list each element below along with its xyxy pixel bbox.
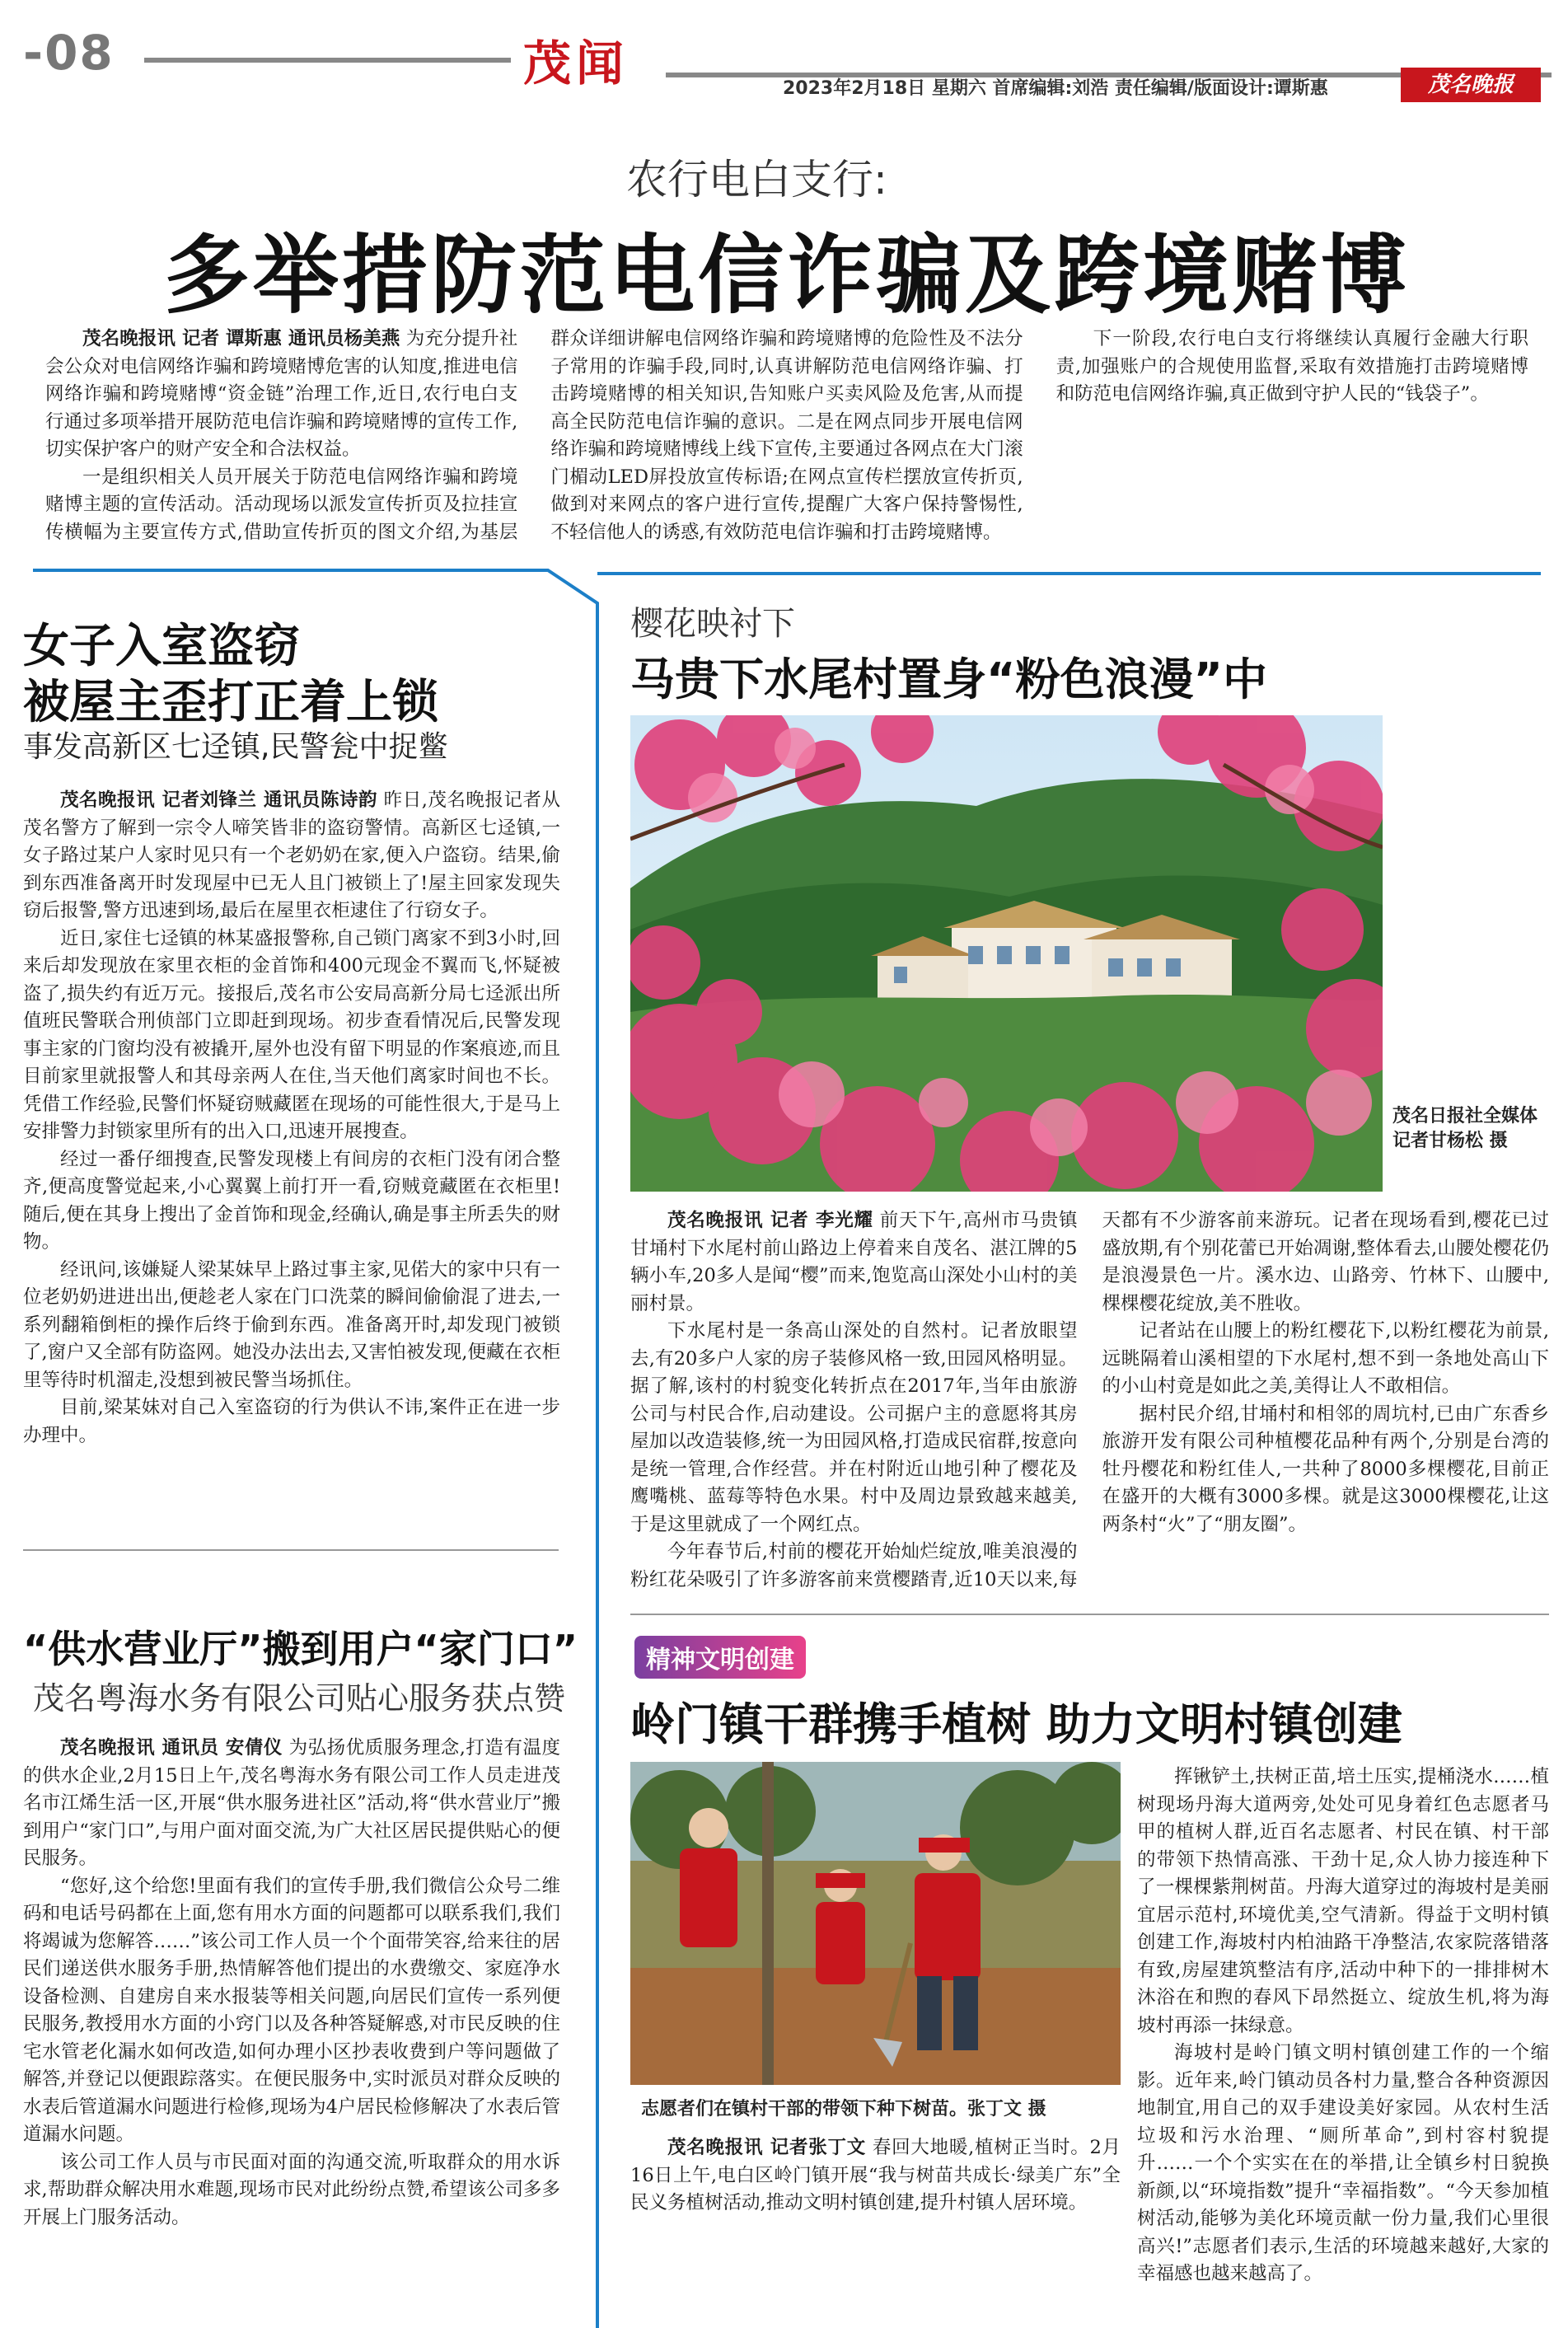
sakura-photo bbox=[630, 715, 1383, 1192]
water-headline: “供水营业厅”搬到用户“家门口” bbox=[23, 1627, 578, 1671]
lead-byline: 茂名晚报讯 记者 谭斯惠 通讯员杨美燕 bbox=[82, 328, 400, 349]
page-number: -08 bbox=[23, 25, 115, 81]
lead-headline: 多举措防范电信诈骗及跨境赌博 bbox=[163, 225, 1410, 326]
sakura-photo-credit: 茂名日报社全媒体记者甘杨松 摄 bbox=[1392, 1106, 1538, 1151]
tree-column-tag: 精神文明创建 bbox=[634, 1636, 806, 1679]
sakura-paragraph: 今年春节后,村前的樱花开始灿烂绽放,唯美浪漫的粉红花朵吸引了许多游客前来赏樱踏青,近10天以来,每天都有不少游客前来游玩。记者在现场看到,樱花已过盛放期,有个别花蕾已开始凋谢,整体看去,山腰处樱花仍是浪漫景色一片。溪水边、山路旁、竹林下、山腰中,棵棵樱花绽放,美不胜收。 bbox=[630, 1210, 1549, 1590]
tree-byline: 茂名晚报讯 记者张丁文 bbox=[667, 2137, 866, 2158]
theft-body bbox=[23, 787, 560, 1529]
sakura-headline: 马贵下水尾村置身“粉色浪漫”中 bbox=[630, 653, 1267, 705]
water-subhead: 茂名粤海水务有限公司贴心服务获点赞 bbox=[33, 1680, 566, 1717]
lead-kicker: 农行电白支行: bbox=[626, 156, 887, 204]
sakura-byline: 茂名晚报讯 记者 李光耀 bbox=[667, 1210, 873, 1231]
water-paragraph: “您好,这个给您!里面有我们的宣传手册,我们微信公众号二维码和电话号码都在上面,您有用水方面的问题都可以联系我们,我们将竭诚为您解答……”该公司工作人员一个个面带笑容,给来往的居民们递送供水服务手册,热情解答他们提出的水费缴交、家庭净水设备检测、自建房自来水报装等相关问题,向居民们宣传一系列便民服务,教授用水方面的小窍门以及各种答疑解惑,对市民反映的住宅水管老化漏水如何改造,如何办理小区抄表收费到户等问题做了解答,并登记以便跟踪落实。在便民服务中,实时派员对群众反映的水表后管道漏水问题进行检修,现场为4户居民检修解决了水表后管道漏水问题。 bbox=[23, 1875, 560, 2145]
sakura-paragraph: 据村民介绍,甘埇村和相邻的周坑村,已由广东香乡旅游开发有限公司种植樱花品种有两个,分别是台湾的牡丹樱花和粉红佳人,一共种了8000多棵樱花,目前正在盛开的大概有3000多棵。就是这3000棵樱花,让这两条村“火”了“朋友圈”。 bbox=[1102, 1403, 1549, 1535]
lead-paragraph: 为充分提升社会公众对电信网络诈骗和跨境赌博危害的认知度,推进电信网络诈骗和跨境赌博“资金链”治理工作,近日,农行电白支行通过多项举措开展防范电信诈骗和跨境赌博的宣传工作,切实保护客户的财产安全和合法权益。 bbox=[45, 328, 518, 460]
sakura-body bbox=[630, 1207, 1549, 1595]
tree-paragraph: 海坡村是岭门镇文明村镇创建工作的一个缩影。近年来,岭门镇动员各村力量,整合各种资源因地制宜,用自己的双手建设美好家园。从农村生活垃圾和污水治理、“厕所革命”,到村容村貌提升……一个个实实在在的举措,让全镇乡村日貌换新颜,以“环境指数”提升“幸福指数”。“今天参加植树活动,能够为美化环境贡献一份力量,我们心里很高兴!”志愿者们表示,生活的环境越来越好,大家的幸福感也越来越高了。 bbox=[1137, 2042, 1549, 2284]
water-body bbox=[23, 1735, 560, 2312]
sakura-paragraph: 下水尾村是一条高山深处的自然村。记者放眼望去,有20多户人家的房子装修风格一致,田园风格明显。据了解,该村的村貌变化转折点在2017年,当年由旅游公司与村民合作,启动建设。公司据户主的意愿将其房屋加以改造装修,统一为田园风格,打造成民宿群,按意向是统一管理,合作经营。并在村附近山地引种了樱花及鹰嘴桃、蓝莓等特色水果。村中及周边景致越来越美,于是这里就成了一个网红点。 bbox=[630, 1320, 1078, 1535]
tree-paragraph: 挥锹铲土,扶树正苗,培土压实,提桶浇水……植树现场丹海大道两旁,处处可见身着红色志愿者马甲的植树人群,近百名志愿者、村民在镇、村干部的带领下热情高涨、干劲十足,众人协力接连种下了一棵棵紫荆树苗。丹海大道穿过的海坡村是美丽宜居示范村,环境优美,空气清新。得益于文明村镇创建工作,海坡村内柏油路干净整洁,农家院落错落有致,房屋建筑整洁有序,活动中种下的一排排树木沐浴在和煦的春风下昂然挺立、绽放生机,将为海坡村再添一抹绿意。 bbox=[1137, 1766, 1549, 2036]
theft-paragraph: 目前,梁某妹对自己入室盗窃的行为供认不讳,案件正在进一步办理中。 bbox=[23, 1397, 560, 1446]
sakura-paragraph: 前天下午,高州市马贵镇甘埇村下水尾村前山路边上停着来自茂名、湛江牌的5辆小车,20多人是闻“樱”而来,饱览高山深处小山村的美丽村景。 bbox=[630, 1210, 1078, 1314]
tree-photo-caption: 志愿者们在镇村干部的带领下种下树苗。张丁文 摄 bbox=[641, 2099, 1046, 2120]
theft-headline-line1: 女子入室盗窃 bbox=[23, 620, 300, 673]
theft-paragraph: 经过一番仔细搜查,民警发现楼上有间房的衣柜门没有闭合整齐,便高度警觉起来,小心翼翼上前打开一看,窃贼竟藏匿在衣柜里!随后,便在其身上搜出了金首饰和现金,经确认,确是事主所丢失的财物。 bbox=[23, 1148, 560, 1253]
sakura-photo-art bbox=[630, 715, 1383, 1192]
theft-subhead: 事发高新区七迳镇,民警瓮中捉鳖 bbox=[23, 730, 448, 764]
theft-byline: 茂名晚报讯 记者刘锋兰 通讯员陈诗韵 bbox=[60, 789, 377, 811]
sakura-paragraph: 记者站在山腰上的粉红樱花下,以粉红樱花为前景,远眺隔着山溪相望的下水尾村,想不到一条地处高山下的小山村竟是如此之美,美得让人不敢相信。 bbox=[1102, 1320, 1549, 1397]
tree-paragraph: 春回大地暖,植树正当时。2月16日上午,电白区岭门镇开展“我与树苗共成长·绿美广东”全民义务植树活动,推动文明村镇创建,提升村镇人居环境。 bbox=[630, 2137, 1121, 2213]
paper-logo: 茂名晚报 bbox=[1401, 68, 1541, 102]
issue-info: 2023年2月18日 星期六 首席编辑:刘浩 责任编辑/版面设计:谭斯惠 bbox=[783, 78, 1328, 99]
tree-photo bbox=[630, 1762, 1121, 2085]
water-paragraph: 该公司工作人员与市民面对面的沟通交流,听取群众的用水诉求,帮助群众解决用水难题,现场市民对此纷纷点赞,希望该公司多多开展上门服务活动。 bbox=[23, 2151, 560, 2228]
tree-headline: 岭门镇干群携手植树 助力文明村镇创建 bbox=[630, 1698, 1402, 1750]
water-paragraph: 为弘扬优质服务理念,打造有温度的供水企业,2月15日上午,茂名粤海水务有限公司工作人员走进茂名市江烯生活一区,开展“供水服务进社区”活动,将“供水营业厅”搬到用户“家门口”,与用户面对面交流,为广大社区居民提供贴心的便民服务。 bbox=[23, 1737, 560, 1869]
right-section-divider bbox=[630, 1614, 1549, 1615]
theft-paragraph: 昨日,茂名晚报记者从茂名警方了解到一宗令人啼笑皆非的盗窃警情。高新区七迳镇,一女子路过某户人家时见只有一个老奶奶在家,便入户盗窃。结果,偷到东西准备离开时发现屋中已无人且门被锁上了!屋主回家发现失窃后报警,警方迅速到场,最后在屋里衣柜逮住了行窃女子。 bbox=[23, 789, 560, 921]
tree-body-intro bbox=[630, 2134, 1121, 2316]
theft-paragraph: 近日,家住七迳镇的林某盛报警称,自己锁门离家不到3小时,回来后却发现放在家里衣柜的金首饰和400元现金不翼而飞,怀疑被盗了,损失约有近万元。接报后,茂名市公安局高新分局七迳派出所值班民警联合刑侦部门立即赶到现场。初步查看情况后,民警发现事主家的门窗均没有被撬开,屋外也没有留下明显的作案痕迹,而且目前家里就报警人和其母亲两人在住,当天他们离家时间也不长。凭借工作经验,民警们怀疑窃贼藏匿在现场的可能性很大,于是马上安排警力封锁家里所有的出入口,迅速开展搜查。 bbox=[23, 927, 560, 1142]
left-section-divider bbox=[23, 1549, 559, 1551]
lead-paragraph: 一是组织相关人员开展关于防范电信网络诈骗和跨境赌博主题的宣传活动。活动现场以派发宣传折页及拉挂宣传横幅为主要宣传方式,借助宣传折页的图文介绍,为基层群众详细讲解电信网络诈骗和跨境赌博的危险性及不法分子常用的诈骗手段,同时,认真讲解防范电信网络诈骗、打击跨境赌博的相关知识,告知账户买卖风险及危害,从而提高全民防范电信诈骗的意识。二是在网点同步开展电信网络诈骗和跨境赌博线上线下宣传,主要通过各网点在大门滚门楣动LED屏投放宣传标语;在网点宣传栏摆放宣传折页,做到对来网点的客户进行宣传,提醒广大客户保持警惕性,不轻信他人的诱惑,有效防范电信诈骗和打击跨境赌博。 bbox=[45, 328, 1023, 543]
tree-body-main bbox=[1137, 1764, 1549, 2324]
theft-headline-line2: 被屋主歪打正着上锁 bbox=[23, 676, 438, 729]
tree-photo-art bbox=[630, 1762, 1121, 2085]
theft-paragraph: 经讯问,该嫌疑人梁某妹早上路过事主家,见偌大的家中只有一位老奶奶进进出出,便趁老人家在门口洗菜的瞬间偷偷混了进去,一系列翻箱倒柜的操作后终于偷到东西。准备离开时,却发现门被锁了,窗户又全部有防盗网。她没办法出去,又害怕被发现,便藏在衣柜里等待时机溜走,没想到被民警当场抓住。 bbox=[23, 1258, 560, 1391]
section-name: 茂闻 bbox=[523, 35, 630, 91]
lead-paragraph: 下一阶段,农行电白支行将继续认真履行金融大行职责,加强账户的合规使用监督,采取有效措施打击跨境赌博和防范电信网络诈骗,真正做到守护人民的“钱袋子”。 bbox=[1055, 328, 1528, 405]
water-byline: 茂名晚报讯 通讯员 安倩仪 bbox=[60, 1737, 283, 1759]
sakura-kicker: 樱花映衬下 bbox=[630, 605, 795, 643]
